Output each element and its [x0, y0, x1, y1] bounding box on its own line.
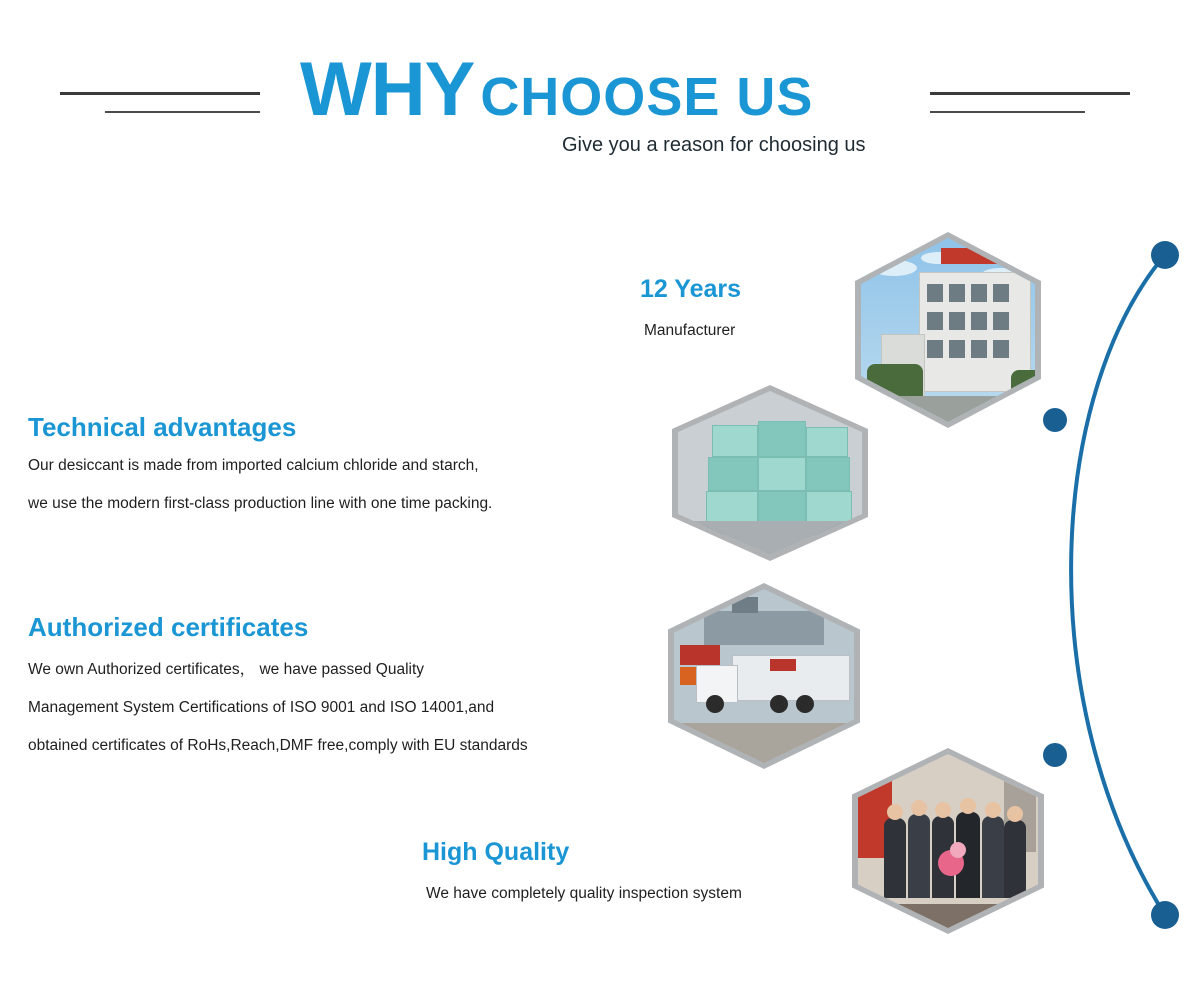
photo-frame: [861, 238, 1035, 422]
title-choose-us: CHOOSE US: [480, 67, 814, 127]
highlight-title: 12 Years: [640, 275, 742, 303]
photo-frame: [678, 391, 862, 555]
page-title: [300, 47, 900, 157]
rule-line: [930, 92, 1130, 95]
section-paragraph: obtained certificates of RoHs,Reach,DMF free,comply with EU standards: [28, 737, 528, 754]
decorative-arc: [1010, 230, 1200, 940]
header-rule-left: [60, 92, 260, 129]
section-title: Technical advantages: [28, 412, 297, 442]
container-truck-photo: [668, 583, 860, 769]
arc-dot: [1151, 901, 1179, 929]
section-title: Authorized certificates: [28, 612, 309, 642]
header-rule-right: [930, 92, 1130, 129]
section-technical-advantages: [28, 412, 492, 533]
title-line: [300, 47, 900, 132]
highlight-subtitle: Manufacturer: [644, 322, 736, 339]
section-paragraph: Our desiccant is made from imported calcium chloride and starch,: [28, 457, 479, 474]
section-paragraph: we use the modern first-class production line with one time packing.: [28, 495, 493, 512]
highlight-title: High Quality: [422, 838, 570, 866]
highlight-12-years: [640, 275, 741, 340]
title-why: WHY: [300, 47, 475, 132]
rule-line: [930, 111, 1085, 113]
section-body: [28, 657, 528, 755]
arc-dot: [1043, 408, 1067, 432]
rule-line: [105, 111, 260, 113]
arc-dot: [1043, 743, 1067, 767]
arc-line: [1071, 255, 1165, 915]
factory-scene: [861, 238, 1035, 422]
section-paragraph: We own Authorized certificates， we have passed Quality: [28, 661, 425, 678]
page-header: [0, 0, 1200, 185]
highlight-high-quality: [422, 838, 742, 903]
highlight-subtitle: We have completely quality inspection system: [426, 885, 742, 902]
palletized-goods-photo: [672, 385, 868, 561]
page-subtitle: Give you a reason for choosing us: [562, 134, 866, 156]
photo-frame: [674, 589, 854, 763]
arc-dot: [1151, 241, 1179, 269]
truck-scene: [674, 589, 854, 763]
section-authorized-certificates: [28, 612, 528, 775]
section-body: [28, 457, 492, 513]
pallets-scene: [678, 391, 862, 555]
section-paragraph: Management System Certifications of ISO 9001 and ISO 14001,and: [28, 699, 495, 716]
rule-line: [60, 92, 260, 95]
